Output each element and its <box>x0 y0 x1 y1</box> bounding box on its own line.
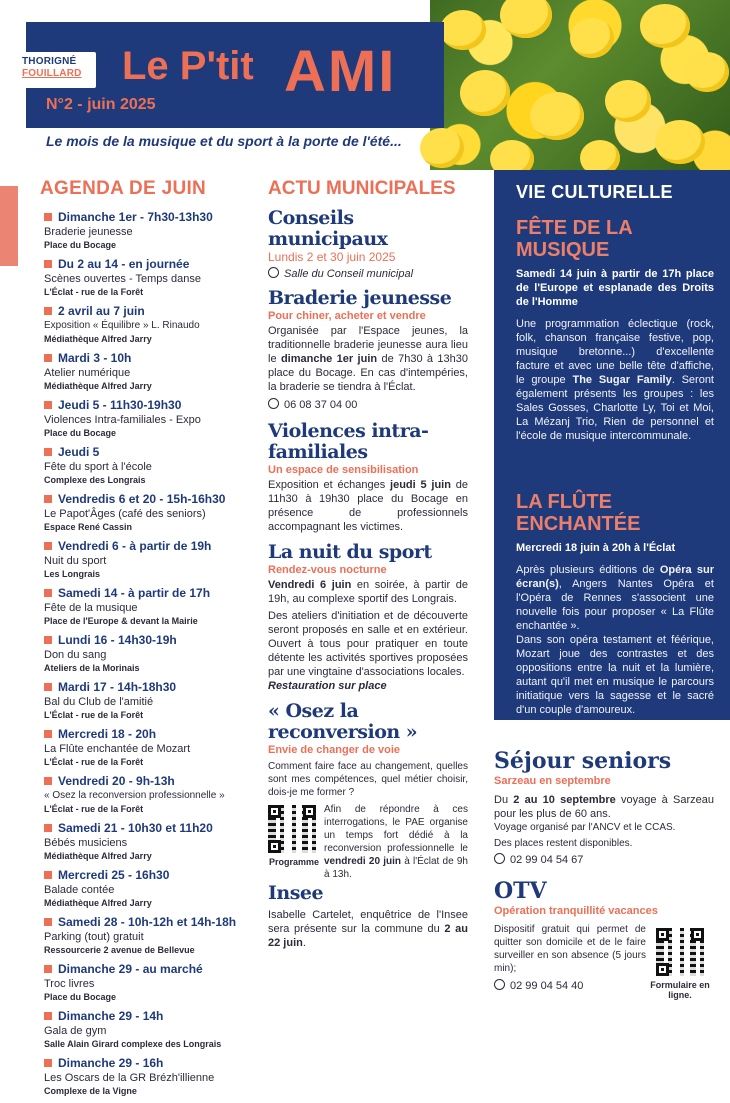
bullet-square-icon <box>44 730 52 738</box>
conseils-dates: Lundis 2 et 30 juin 2025 <box>268 250 396 264</box>
agenda-item-place: Salle Alain Girard complexe des Longrais <box>44 1039 222 1049</box>
agenda-item-date: Samedi 14 - à partir de 17h <box>40 586 260 601</box>
insee-text: Isabelle Cartelet, enquêtrice de l'Insee sera présente sur la commune du 2 au 22 juin. <box>268 909 468 949</box>
agenda-item-place: Médiathèque Alfred Jarry <box>44 851 152 861</box>
agenda-item-date: Jeudi 5 <box>40 445 260 460</box>
seniors-block <box>494 748 714 868</box>
seniors-title: Séjour seniors <box>494 748 672 774</box>
agenda-item-place: Espace René Cassin <box>44 522 133 532</box>
bullet-square-icon <box>44 1012 52 1020</box>
agenda-item <box>40 680 260 721</box>
bullet-square-icon <box>44 542 52 550</box>
title-small: Le P'tit <box>122 44 254 88</box>
agenda-item-place: Complexe de la Vigne <box>44 1086 137 1096</box>
agenda-item-date: Vendredis 6 et 20 - 15h-16h30 <box>40 492 260 507</box>
flute-lead: Mercredi 18 juin à 20h à l'Éclat <box>516 542 676 554</box>
agenda-item-title: La Flûte enchantée de Mozart <box>44 743 191 755</box>
seniors-text: Du 2 au 10 septembre voyage à Sarzeau pour les plus de 60 ans. <box>494 794 714 820</box>
bullet-square-icon <box>44 636 52 644</box>
agenda-item-title: Fête du sport à l'école <box>44 461 152 473</box>
bullet-square-icon <box>44 777 52 785</box>
agenda-item <box>40 445 260 486</box>
agenda-item-place: Médiathèque Alfred Jarry <box>44 334 152 344</box>
agenda-item-place: Ateliers de la Morinais <box>44 663 140 673</box>
qr-label-programme: Programme <box>268 857 320 867</box>
agenda-item <box>40 633 260 674</box>
bullet-square-icon <box>44 260 52 268</box>
agenda-item <box>40 1009 260 1050</box>
agenda-item-date: Dimanche 29 - au marché <box>40 962 260 977</box>
qr-code-formulaire[interactable] <box>656 928 704 976</box>
title-big: AMI <box>284 39 397 104</box>
nuit-text-2: Des ateliers d'initiation et de découverte seront proposés en salle et en extérieur. Ouvert à tous pour pratiquer en toute détente les activités sportives proposées par une vingtaine d'associations locales. <box>268 610 468 678</box>
seniors-text-2: Voyage organisé par l'ANCV et le CCAS. <box>494 822 676 833</box>
agenda-item-title: Violences Intra-familiales - Expo <box>44 414 201 426</box>
agenda-item-date: Mardi 17 - 14h-18h30 <box>40 680 260 695</box>
nuit-block <box>268 542 468 693</box>
agenda-item-place: Les Longrais <box>44 569 101 579</box>
agenda-item-title: Exposition « Équilibre » L. Rinaudo <box>44 320 200 331</box>
bullet-square-icon <box>44 824 52 832</box>
agenda-item <box>40 304 260 345</box>
bullet-square-icon <box>44 307 52 315</box>
braderie-block <box>268 288 468 413</box>
agenda-item-title: Don du sang <box>44 649 107 661</box>
bullet-square-icon <box>44 401 52 409</box>
agenda-item-date: Samedi 21 - 10h30 et 11h20 <box>40 821 260 836</box>
fete-title: FÊTE DE LA MUSIQUE <box>516 217 632 261</box>
agenda-item <box>40 962 260 1003</box>
insee-title: Insee <box>268 882 324 904</box>
bullet-square-icon <box>44 589 52 597</box>
bullet-square-icon <box>44 1059 52 1067</box>
conseils-place-text: Salle du Conseil municipal <box>284 268 414 280</box>
flute-title: LA FLÛTE ENCHANTÉE <box>516 491 641 535</box>
agenda-item <box>40 398 260 439</box>
agenda-item-title: Nuit du sport <box>44 555 107 567</box>
otv-block <box>494 878 714 1000</box>
agenda-item <box>40 492 260 533</box>
agenda-item-title: Balade contée <box>44 884 115 896</box>
phone-icon <box>494 853 505 864</box>
agenda-item <box>40 868 260 909</box>
agenda-item-title: Bébés musiciens <box>44 837 128 849</box>
agenda-item-title: Parking (tout) gratuit <box>44 931 144 943</box>
seniors-phone <box>494 853 714 868</box>
agenda-item-title: Braderie jeunesse <box>44 226 133 238</box>
agenda-item-place: Place du Bocage <box>44 240 117 250</box>
fete-lead: Samedi 14 juin à partir de 17h place de l'Europe et esplanade des Droits de l'Homme <box>516 268 714 308</box>
agenda-item-title: Gala de gym <box>44 1025 107 1037</box>
agenda-list <box>40 210 260 1097</box>
braderie-sub: Pour chiner, acheter et vendre <box>268 310 426 322</box>
agenda-item <box>40 774 260 815</box>
agenda-item-place: Place de l'Europe & devant la Mairie <box>44 616 198 626</box>
osez-title: « Osez la reconversion » <box>268 700 418 743</box>
agenda-item-place: Médiathèque Alfred Jarry <box>44 381 152 391</box>
osez-block <box>268 700 468 880</box>
braderie-text: Organisée par l'Espace jeunes, la traditionnelle braderie jeunesse aura lieu le dimanche 1er juin de 7h30 à 13h30 place du Bocage. En cas d'intempéries, la braderie se tiendra à l'Éclat. <box>268 325 469 393</box>
agenda-item-date: Mardi 3 - 10h <box>40 351 260 366</box>
nuit-title: La nuit du sport <box>268 541 432 563</box>
agenda-heading: AGENDA DE JUIN <box>40 178 207 199</box>
flute-text-2: Dans son opéra testament et féérique, Mozart joue des contrastes et des oppositions entre la nuit et la lumière, autant qu'il met en musique le parcours initiatique vers la sagesse et le sacré d'un couple d'amoureux. <box>516 634 714 716</box>
otv-sub: Opération tranquillité vacances <box>494 905 658 917</box>
agenda-item-date: Dimanche 1er - 7h30-13h30 <box>40 210 260 225</box>
agenda-item <box>40 1056 260 1097</box>
agenda-item-date: Dimanche 29 - 16h <box>40 1056 260 1071</box>
qr-code-programme[interactable] <box>268 805 316 853</box>
agenda-item-date: Mercredi 18 - 20h <box>40 727 260 742</box>
conseils-title: Conseils municipaux <box>268 207 388 250</box>
town-logo <box>18 52 96 88</box>
seniors-phone-text: 02 99 04 54 67 <box>510 854 584 866</box>
agenda-item <box>40 210 260 251</box>
agenda-item-date: Dimanche 29 - 14h <box>40 1009 260 1024</box>
flute-text: Après plusieurs éditions de Opéra sur écran(s), Angers Nantes Opéra et l'Opéra de Rennes s'associent une nouvelle fois pour proposer « La Flûte enchantée ». <box>516 564 715 632</box>
bullet-square-icon <box>44 918 52 926</box>
violences-block <box>268 421 468 534</box>
qr-label-formulaire: Formulaire en ligne. <box>650 980 710 1000</box>
tagline: Le mois de la musique et du sport à la porte de l'été... <box>46 133 402 149</box>
logo-line-2: FOUILLARD <box>22 68 82 79</box>
agenda-item-place: Place du Bocage <box>44 428 117 438</box>
insee-block <box>268 883 468 950</box>
agenda-item-place: Médiathèque Alfred Jarry <box>44 898 152 908</box>
page-header <box>0 0 730 170</box>
logo-line-1: THORIGNÉ <box>22 56 77 67</box>
agenda-item <box>40 821 260 862</box>
agenda-item-place: Place du Bocage <box>44 992 117 1002</box>
agenda-item <box>40 351 260 392</box>
agenda-item <box>40 915 260 956</box>
agenda-item <box>40 586 260 627</box>
yellow-flowers-photo <box>430 0 730 170</box>
osez-bottom <box>268 803 468 880</box>
nuit-text-3: Restauration sur place <box>268 680 387 692</box>
agenda-item-place: Ressourcerie 2 avenue de Bellevue <box>44 945 195 955</box>
osez-text-2: Afin de répondre à ces interrogations, le PAE organise un temps fort dédié à la reconversion professionnelle le vendredi 20 juin à l'Éclat de 9h à 13h. <box>324 804 468 880</box>
osez-sub: Envie de changer de voie <box>268 744 401 756</box>
agenda-item-date: Vendredi 6 - à partir de 19h <box>40 539 260 554</box>
bullet-square-icon <box>44 495 52 503</box>
agenda-item-place: L'Éclat - rue de la Forêt <box>44 804 144 814</box>
agenda-item-date: 2 avril au 7 juin <box>40 304 260 319</box>
otv-phone-text: 02 99 04 54 40 <box>510 980 584 992</box>
agenda-item-title: Bal du Club de l'amitié <box>44 696 154 708</box>
agenda-item-title: Fête de la musique <box>44 602 138 614</box>
location-pin-icon <box>268 267 279 278</box>
seniors-text-3: Des places restent disponibles. <box>494 838 633 849</box>
agenda-item-place: L'Éclat - rue de la Forêt <box>44 710 144 720</box>
actu-heading: ACTU MUNICIPALES <box>268 178 456 199</box>
violences-title: Violences intra-familiales <box>268 420 429 463</box>
culture-heading: VIE CULTURELLE <box>516 182 673 202</box>
otv-text: Dispositif gratuit qui permet de quitter son domicile et de le faire surveiller en son absence (5 jours min); <box>494 924 646 974</box>
agenda-item-title: Troc livres <box>44 978 95 990</box>
violences-sub: Un espace de sensibilisation <box>268 464 419 476</box>
agenda-item-title: Scènes ouvertes - Temps danse <box>44 273 201 285</box>
agenda-item <box>40 257 260 298</box>
culture-box <box>494 170 730 720</box>
agenda-item-date: Mercredi 25 - 16h30 <box>40 868 260 883</box>
agenda-item-date: Samedi 28 - 10h-12h et 14h-18h <box>40 915 260 930</box>
violences-text: Exposition et échanges jeudi 5 juin de 11h30 à 19h30 place du Bocage en présence de professionnels accompagnant les victimes. <box>268 479 468 533</box>
agenda-item-place: Complexe des Longrais <box>44 475 146 485</box>
agenda-item-place: L'Éclat - rue de la Forêt <box>44 757 144 767</box>
agenda-item-title: Atelier numérique <box>44 367 131 379</box>
actu-section <box>268 178 468 950</box>
bullet-square-icon <box>44 683 52 691</box>
braderie-title: Braderie jeunesse <box>268 287 452 309</box>
agenda-item-date: Lundi 16 - 14h30-19h <box>40 633 260 648</box>
nuit-text: Vendredi 6 juin en soirée, à partir de 19h, au complexe sportif des Longrais. <box>268 579 468 605</box>
phone-icon <box>268 398 279 409</box>
bullet-square-icon <box>44 965 52 973</box>
phone-icon <box>494 979 505 990</box>
agenda-accent-bar <box>0 186 18 266</box>
issue-number: N°2 - juin 2025 <box>46 96 156 113</box>
agenda-section <box>40 178 260 1103</box>
agenda-item-title: « Osez la reconversion professionnelle » <box>44 790 225 801</box>
bullet-square-icon <box>44 448 52 456</box>
agenda-item-date: Vendredi 20 - 9h-13h <box>40 774 260 789</box>
fete-text: Une programmation éclectique (rock, folk, chanson française festive, pop, musique bretonne...) d'excellente facture et avec une belle tête d'affiche, le groupe The Sugar Family. Seront également présents les groupes : les Sales Gosses, Charlotte Ly, Toi et Moi, La Mézanj Trio, Rien de personnel et l'école de musique intercommunale. <box>516 318 714 442</box>
bullet-square-icon <box>44 871 52 879</box>
agenda-item <box>40 539 260 580</box>
agenda-item-title: Le Papot'Âges (café des seniors) <box>44 508 206 520</box>
nuit-sub: Rendez-vous nocturne <box>268 564 387 576</box>
conseils-place <box>268 267 468 282</box>
agenda-item-title: Les Oscars de la GR Brézh'illienne <box>44 1072 215 1084</box>
braderie-phone <box>268 398 468 413</box>
bullet-square-icon <box>44 213 52 221</box>
agenda-item-date: Du 2 au 14 - en journée <box>40 257 260 272</box>
agenda-item <box>40 727 260 768</box>
agenda-item-place: L'Éclat - rue de la Forêt <box>44 287 144 297</box>
osez-text-1: Comment faire face au changement, quelles sont mes compétences, quel métier choisir, dois-je me former ? <box>268 761 468 798</box>
conseils-block <box>268 208 468 282</box>
otv-title: OTV <box>494 878 547 904</box>
bullet-square-icon <box>44 354 52 362</box>
braderie-phone-text: 06 08 37 04 00 <box>284 399 358 411</box>
agenda-item-date: Jeudi 5 - 11h30-19h30 <box>40 398 260 413</box>
seniors-sub: Sarzeau en septembre <box>494 775 611 787</box>
